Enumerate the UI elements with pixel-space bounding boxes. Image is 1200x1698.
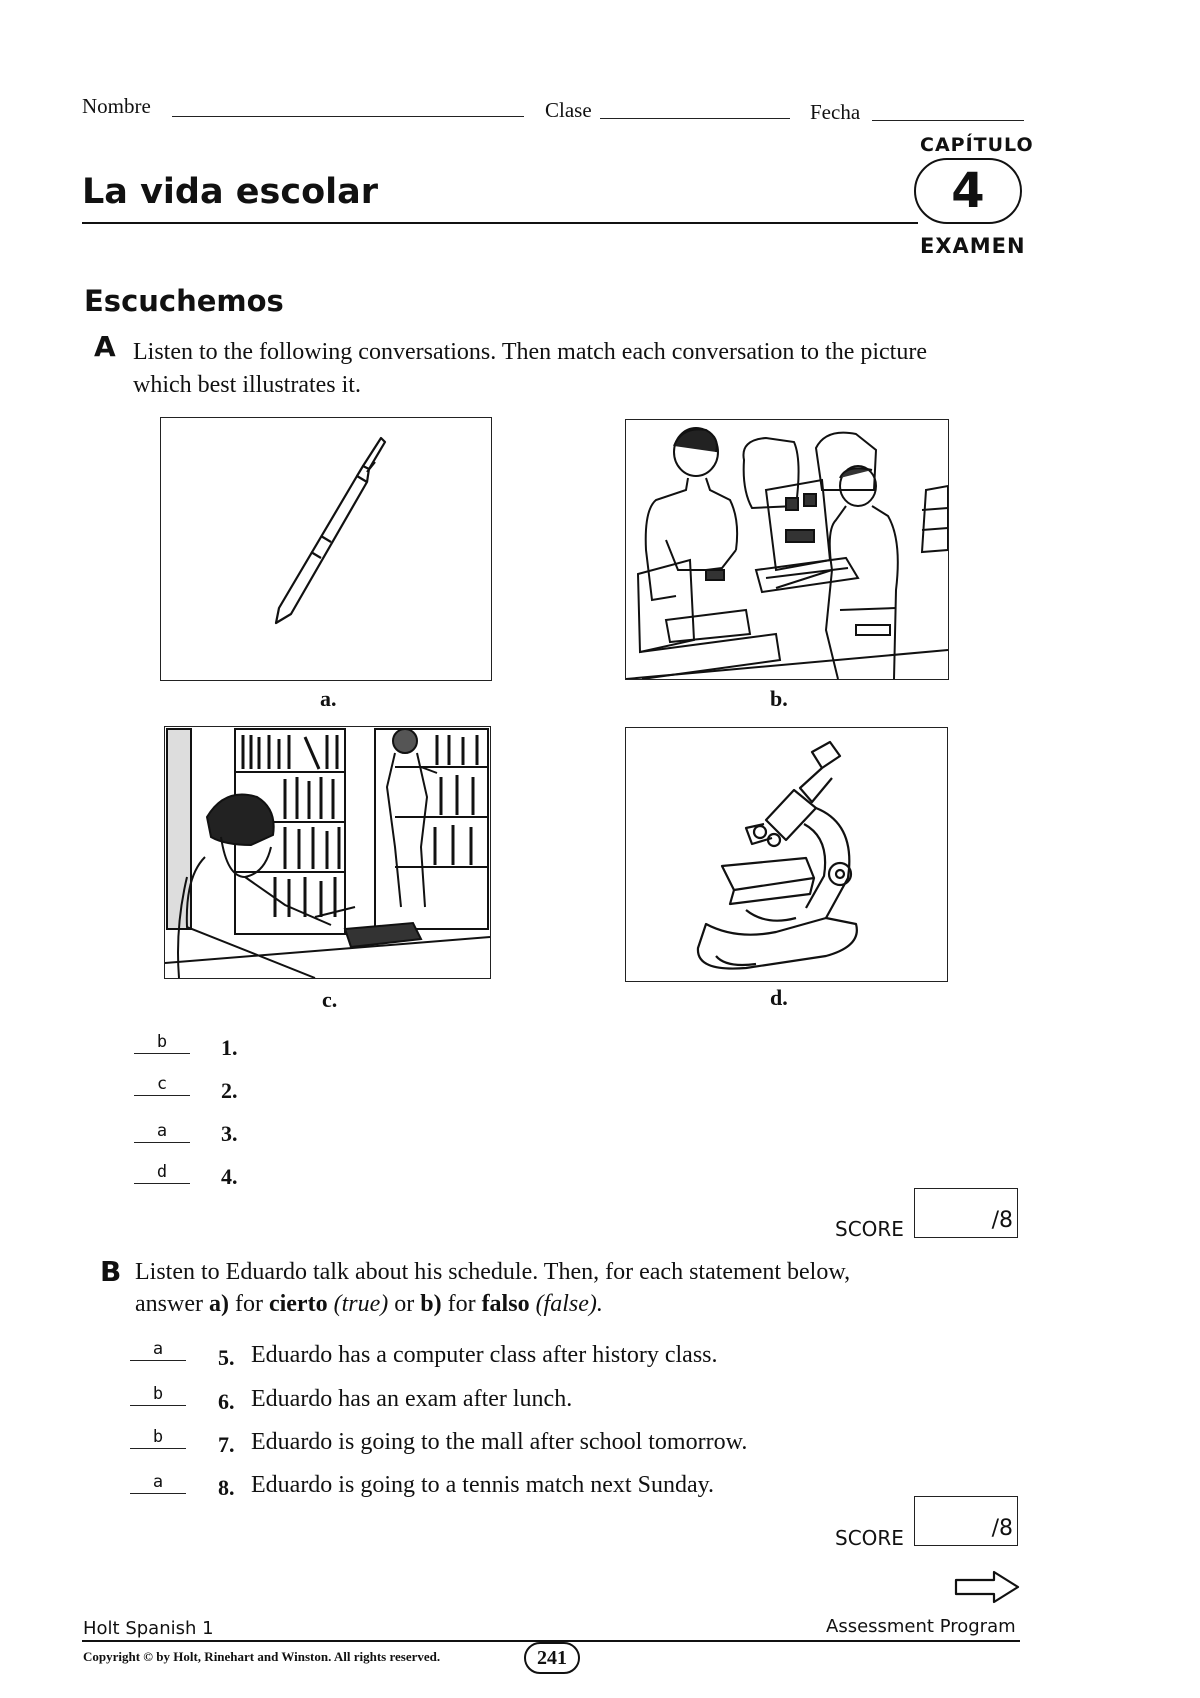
instr-for-1: for (228, 1291, 269, 1317)
clase-field[interactable] (600, 118, 790, 119)
question-number-4: 4. (221, 1164, 238, 1189)
footer-book: Holt Spanish 1 (83, 1618, 214, 1639)
microscope-icon (626, 728, 947, 981)
answer-blank-8[interactable]: a (130, 1471, 186, 1494)
clase-label: Clase (545, 98, 592, 122)
score-b-total: /8 (991, 1516, 1013, 1541)
picture-a (160, 417, 492, 681)
statement-8: Eduardo is going to a tennis match next Sunday. (251, 1472, 715, 1498)
false-text: (false). (535, 1291, 603, 1317)
part-b-instructions-line1: Listen to Eduardo talk about his schedule. Then, for each statement below, (135, 1259, 851, 1285)
question-number-3: 3. (221, 1121, 238, 1146)
examen-label: EXAMEN (920, 234, 1026, 258)
question-number-7: 7. (218, 1432, 235, 1457)
nombre-field[interactable] (172, 116, 524, 117)
statement-5: Eduardo has a computer class after history class. (251, 1342, 718, 1368)
picture-b-label: b. (770, 686, 788, 711)
falso-word: falso (481, 1291, 530, 1317)
statement-6: Eduardo has an exam after lunch. (251, 1386, 573, 1412)
score-a-box[interactable] (914, 1188, 1018, 1238)
option-b: b) (420, 1291, 442, 1317)
next-page-arrow-icon (954, 1570, 1022, 1604)
answer-blank-5[interactable]: a (130, 1338, 186, 1361)
footer-copyright: Copyright © by Holt, Rinehart and Winston. All rights reserved. (83, 1649, 441, 1664)
option-a: a) (208, 1291, 229, 1317)
part-b-letter: B (100, 1255, 122, 1288)
page-title: La vida escolar (82, 172, 379, 212)
picture-c-label: c. (322, 987, 338, 1012)
capitulo-label: CAPÍTULO (920, 134, 1034, 156)
score-b-label: SCORE (835, 1526, 904, 1550)
picture-c (164, 726, 491, 979)
score-b-box[interactable] (914, 1496, 1018, 1546)
instr-for-2: for (441, 1291, 482, 1317)
question-number-1: 1. (221, 1035, 238, 1060)
page-number: 241 (524, 1642, 580, 1674)
footer-program: Assessment Program (826, 1616, 1016, 1637)
question-number-2: 2. (221, 1078, 238, 1103)
chapter-number: 4 (951, 163, 985, 219)
answer-blank-1[interactable]: b (134, 1031, 190, 1054)
instr-answer: answer (135, 1291, 209, 1317)
picture-a-label: a. (320, 686, 337, 711)
cierto-word: cierto (268, 1291, 328, 1317)
picture-b (625, 419, 949, 680)
library-student-icon (165, 727, 490, 978)
title-rule (82, 222, 918, 224)
answer-blank-7[interactable]: b (130, 1426, 186, 1449)
picture-d (625, 727, 948, 982)
answer-blank-2[interactable]: c (134, 1073, 190, 1096)
picture-d-label: d. (770, 985, 788, 1010)
part-a-letter: A (94, 330, 116, 363)
part-a-instructions: Listen to the following conversations. Then match each conversation to the picture which best illustrates it. (133, 339, 927, 398)
statement-7: Eduardo is going to the mall after school tomorrow. (251, 1429, 748, 1455)
fecha-label: Fecha (810, 100, 861, 124)
store-clerk-computer-icon (626, 420, 948, 679)
score-a-total: /8 (991, 1208, 1013, 1233)
question-number-6: 6. (218, 1389, 235, 1414)
score-a-label: SCORE (835, 1217, 904, 1241)
instr-or: or (388, 1291, 421, 1317)
part-b-instructions-line2 (135, 1288, 975, 1321)
question-number-8: 8. (218, 1475, 235, 1500)
section-title: Escuchemos (84, 284, 284, 318)
answer-blank-4[interactable]: d (134, 1161, 190, 1184)
fecha-field[interactable] (872, 120, 1024, 121)
answer-blank-6[interactable]: b (130, 1383, 186, 1406)
true-text: (true) (333, 1291, 389, 1317)
chapter-badge (914, 158, 1022, 224)
nombre-label: Nombre (82, 94, 151, 118)
pen-icon (161, 418, 491, 680)
question-number-5: 5. (218, 1345, 235, 1370)
answer-blank-3[interactable]: a (134, 1120, 190, 1143)
